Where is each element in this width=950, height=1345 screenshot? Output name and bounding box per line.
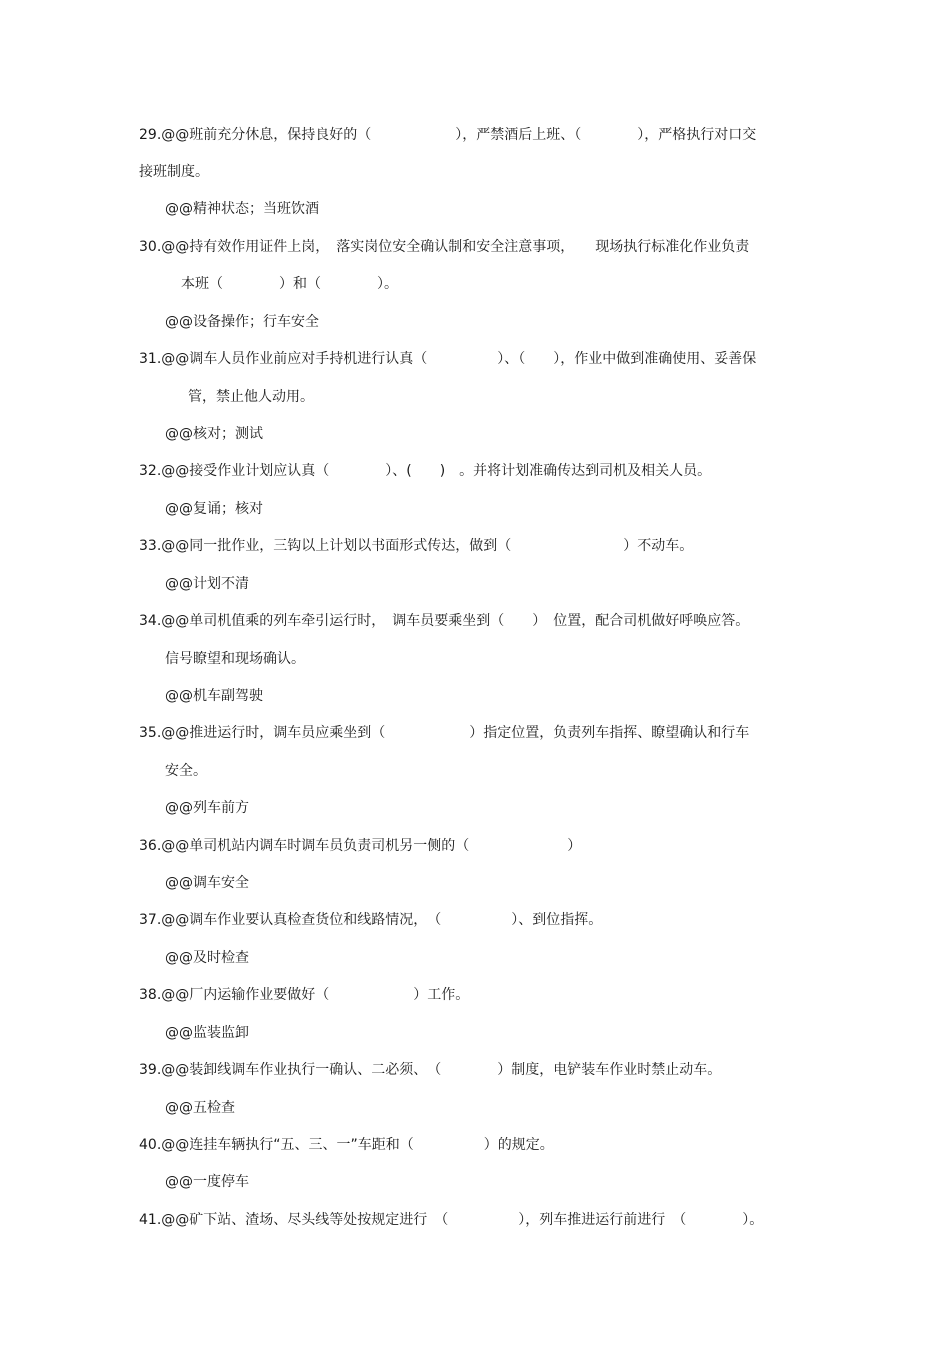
text-line-30: 41.@@矿下站、渣场、尽头线等处按规定进行 （ ），列车推进运行前进行 （ ）。	[139, 1212, 764, 1228]
text-line-12: 33.@@同一批作业，三钩以上计划以书面形式传达，做到（ ）不动车。	[139, 538, 694, 554]
text-line-22: 37.@@调车作业要认真检查货位和线路情况， （ ）、到位指挥。	[139, 912, 603, 928]
text-line-5: 本班（ ）和（ ）。	[181, 276, 398, 292]
text-line-2: 接班制度。	[139, 164, 209, 180]
text-line-20: 36.@@单司机站内调车时调车员负责司机另一侧的（ ）	[139, 838, 582, 854]
text-line-9: @@核对；测试	[165, 426, 263, 442]
text-line-28: 40.@@连挂车辆执行“五、三、一”车距和（ ）的规定。	[139, 1137, 554, 1153]
text-line-16: @@机车副驾驶	[165, 688, 263, 704]
text-line-18: 安全。	[165, 763, 207, 779]
text-line-19: @@列车前方	[165, 800, 249, 816]
text-line-17: 35.@@推进运行时，调车员应乘坐到（ ）指定位置，负责列车指挥、瞭望确认和行车	[139, 725, 750, 741]
text-line-24: 38.@@厂内运输作业要做好（ ）工作。	[139, 987, 470, 1003]
text-line-15: 信号瞭望和现场确认。	[165, 651, 305, 667]
text-line-11: @@复诵；核对	[165, 501, 263, 517]
text-line-7: 31.@@调车人员作业前应对手持机进行认真（ ）、（ ），作业中做到准确使用、妥善保	[139, 351, 757, 367]
text-line-4: 30.@@持有效作用证件上岗， 落实岗位安全确认制和安全注意事项， 现场执行标准化作业负责	[139, 239, 750, 255]
text-line-29: @@一度停车	[165, 1174, 249, 1190]
text-line-1: 29.@@班前充分休息，保持良好的（ ），严禁酒后上班、（ ），严格执行对口交	[139, 127, 757, 143]
text-line-26: 39.@@装卸线调车作业执行一确认、二必须、 （ ）制度，电铲装车作业时禁止动车。	[139, 1062, 722, 1078]
text-line-27: @@五检查	[165, 1100, 235, 1116]
text-line-3: @@精神状态；当班饮酒	[165, 201, 319, 217]
text-line-6: @@设备操作；行车安全	[165, 314, 319, 330]
text-line-23: @@及时检查	[165, 950, 249, 966]
text-line-13: @@计划不清	[165, 576, 249, 592]
text-line-10: 32.@@接受作业计划应认真（ ）、( ) 。并将计划准确传达到司机及相关人员。	[139, 463, 712, 479]
text-line-25: @@监装监卸	[165, 1025, 249, 1041]
text-line-8: 管，禁止他人动用。	[188, 389, 314, 405]
text-line-14: 34.@@单司机值乘的列车牵引运行时， 调车员要乘坐到（ ） 位置，配合司机做好呼唤应答。	[139, 613, 750, 629]
text-line-21: @@调车安全	[165, 875, 249, 891]
